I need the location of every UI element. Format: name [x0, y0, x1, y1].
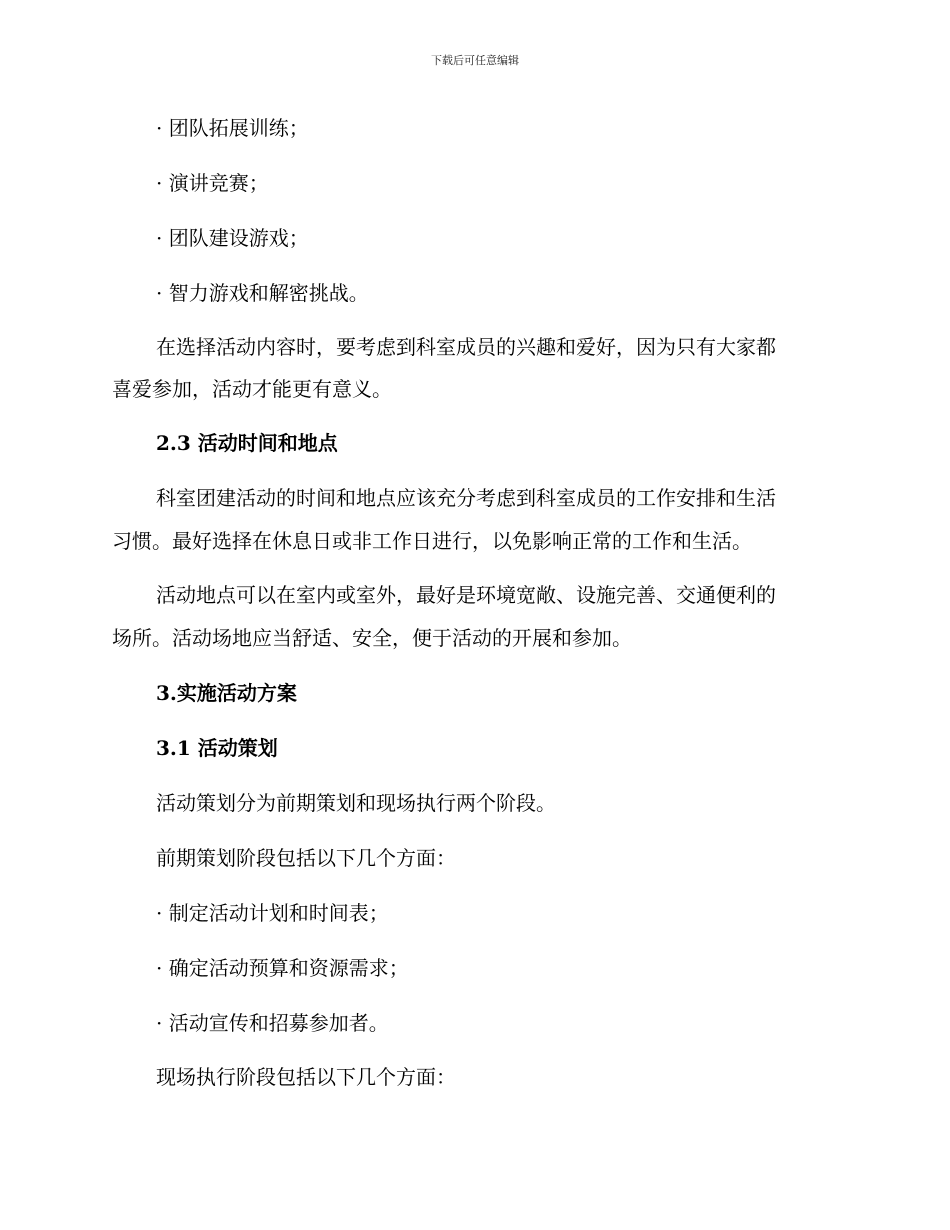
paragraph-line: 习惯。最好选择在休息日或非工作日进行，以免影响正常的工作和生活。 — [112, 529, 752, 553]
bullet-item: · 演讲竞赛； — [156, 171, 269, 195]
page-header: 下载后可任意编辑 — [431, 54, 519, 67]
paragraph-line: 活动地点可以在室内或室外，最好是环境宽敞、设施完善、交通便利的 — [156, 583, 776, 607]
bullet-item: · 智力游戏和解密挑战。 — [156, 281, 369, 305]
paragraph-line: 场所。活动场地应当舒适、安全，便于活动的开展和参加。 — [112, 626, 632, 650]
paragraph-line: 喜爱参加，活动才能更有意义。 — [112, 377, 392, 401]
bullet-item: · 活动宣传和招募参加者。 — [156, 1011, 389, 1035]
bullet-item: · 确定活动预算和资源需求； — [156, 956, 409, 980]
paragraph-line: 现场执行阶段包括以下几个方面： — [156, 1065, 456, 1089]
bullet-item: · 团队建设游戏； — [156, 226, 309, 250]
section-heading: 3.实施活动方案 — [156, 681, 297, 705]
bullet-item: · 团队拓展训练； — [156, 116, 309, 140]
paragraph-line: 活动策划分为前期策划和现场执行两个阶段。 — [156, 791, 556, 815]
paragraph-line: 前期策划阶段包括以下几个方面： — [156, 846, 456, 870]
bullet-item: · 制定活动计划和时间表； — [156, 901, 389, 925]
paragraph-line: 科室团建活动的时间和地点应该充分考虑到科室成员的工作安排和生活 — [156, 486, 776, 510]
section-heading: 3.1 活动策划 — [156, 736, 278, 760]
paragraph-line: 在选择活动内容时，要考虑到科室成员的兴趣和爱好，因为只有大家都 — [156, 335, 776, 359]
section-heading: 2.3 活动时间和地点 — [156, 431, 338, 455]
